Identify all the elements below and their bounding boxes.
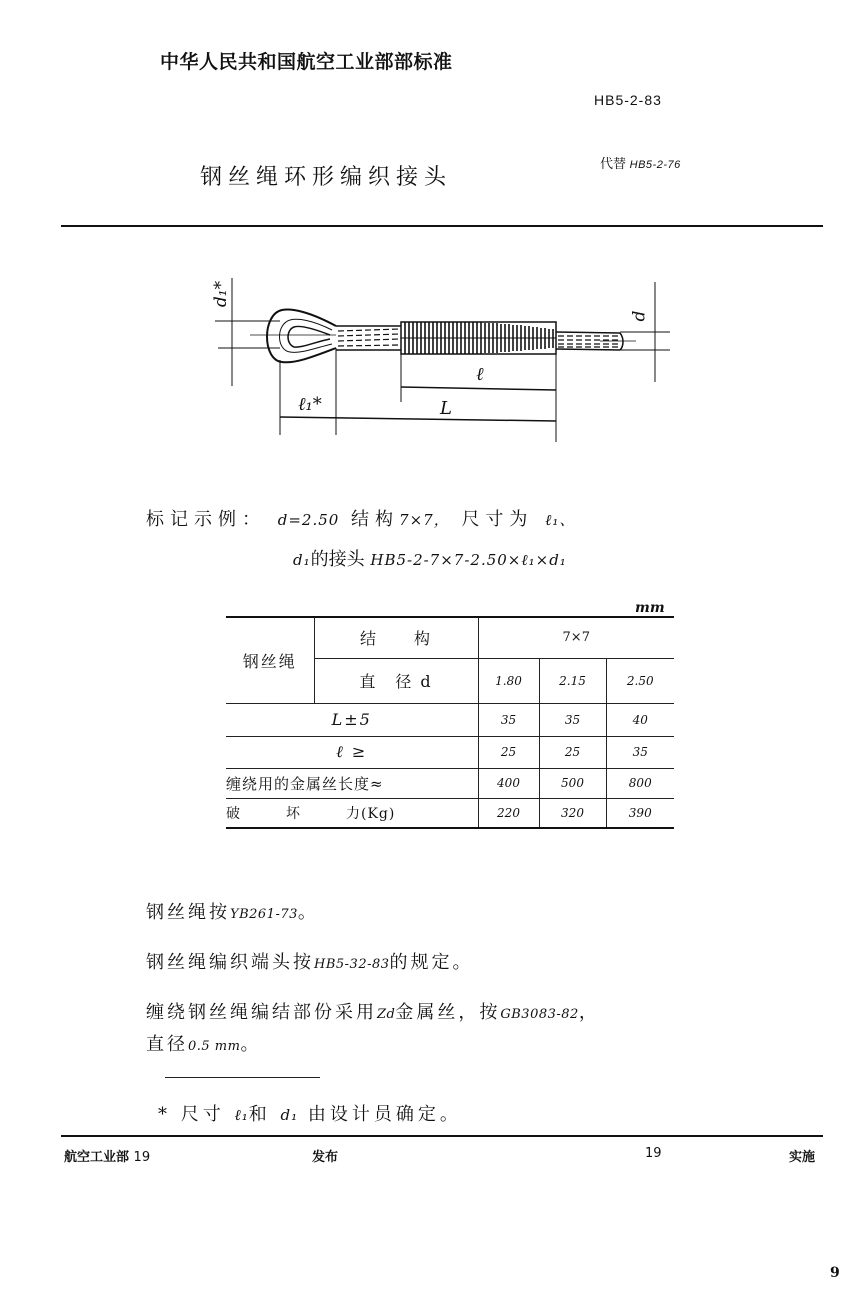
cell-value: 35	[539, 703, 606, 736]
cell-value: 390	[606, 798, 674, 828]
note-code: HB5-32-83	[314, 957, 390, 972]
cell-value: 500	[539, 768, 606, 798]
footer-published: 发布	[312, 1150, 339, 1165]
diameter-label: 直 径 d	[314, 658, 478, 703]
footnote-var: ℓ₁	[234, 1106, 249, 1124]
footer-effective-year: 19	[645, 1146, 662, 1161]
replaces-note	[600, 153, 681, 172]
diameter-value: 1.80	[478, 658, 539, 703]
row-label: 破 坏 力(Kg)	[226, 798, 478, 828]
note-text: 缠绕钢丝绳编结部份采用	[146, 1002, 377, 1023]
cell-value: 320	[539, 798, 606, 828]
marking-joint-text: 的接头	[310, 549, 365, 570]
cell-value: 800	[606, 768, 674, 798]
structure-value: 7×7	[478, 617, 674, 658]
standard-organization: 中华人民共和国航空工业部部标准	[160, 51, 453, 73]
note-tail: 。	[297, 902, 319, 923]
footnote-text: 由设计员确定。	[307, 1104, 462, 1125]
structure-label: 结 构	[314, 617, 478, 658]
note-1	[146, 898, 319, 924]
note-text: 直径	[146, 1034, 188, 1055]
note-code: Zd	[377, 1007, 396, 1022]
issuer-name: 航空工业部	[64, 1150, 130, 1165]
note-tail: 。	[240, 1034, 262, 1055]
dim-label-d1: d₁*	[211, 280, 232, 308]
unit-label: mm	[635, 600, 665, 616]
header-rule	[61, 225, 823, 227]
footnote-text: 和	[248, 1104, 271, 1125]
note-tail: ，	[578, 1002, 600, 1023]
cell-value: 35	[606, 736, 674, 768]
footnote	[158, 1100, 462, 1126]
splice-drawing	[200, 270, 680, 450]
footer-issuer	[64, 1146, 150, 1165]
diameter-value: 2.15	[539, 658, 606, 703]
row-label: L±5	[226, 703, 478, 736]
marking-label: 标记示例：	[146, 509, 266, 530]
marking-diameter: d=2.50	[277, 511, 340, 529]
cell-value: 40	[606, 703, 674, 736]
cell-value: 25	[478, 736, 539, 768]
marking-example-line-1	[146, 505, 575, 531]
table-row	[226, 703, 674, 736]
dim-label-l1: ℓ₁*	[298, 394, 322, 415]
cell-value: 25	[539, 736, 606, 768]
note-code: GB3083-82	[500, 1007, 579, 1022]
standard-code: HB5-2-83	[594, 92, 662, 108]
marking-size-value: ℓ₁、	[545, 511, 576, 529]
dim-label-d: d	[629, 310, 650, 322]
dim-label-l: ℓ	[476, 364, 484, 385]
cell-value: 400	[478, 768, 539, 798]
footnote-var: d₁	[280, 1106, 299, 1124]
note-4	[146, 1030, 261, 1056]
document-title: 钢丝绳环形编织接头	[200, 165, 453, 190]
footer-rule	[61, 1135, 823, 1137]
issuer-year: 19	[133, 1150, 151, 1165]
footer-effective: 实施	[789, 1150, 816, 1165]
marking-struct-value: 7×7，	[399, 511, 450, 529]
dim-label-L: L	[440, 398, 452, 419]
note-code: 0.5 mm	[188, 1039, 241, 1054]
spec-table	[226, 616, 674, 829]
note-text: 钢丝绳按	[146, 902, 230, 923]
table-row	[226, 798, 674, 828]
row-label: 缠绕用的金属丝长度≈	[226, 768, 478, 798]
footnote-text: 尺寸	[180, 1104, 225, 1125]
marking-size-label: 尺寸为	[461, 509, 534, 530]
note-3	[146, 998, 600, 1024]
marking-d1: d₁	[293, 551, 311, 569]
cell-value: 35	[478, 703, 539, 736]
page-number: 9	[830, 1265, 840, 1281]
footnote-rule	[165, 1077, 320, 1078]
note-code: YB261-73	[230, 907, 298, 922]
rope-group-label: 钢丝绳	[226, 617, 314, 703]
note-tail: 的规定。	[389, 952, 474, 973]
cell-value: 220	[478, 798, 539, 828]
marking-struct-label: 结构	[351, 509, 400, 530]
replaces-label: 代替	[600, 156, 627, 171]
footnote-star: *	[158, 1104, 171, 1125]
diameter-value: 2.50	[606, 658, 674, 703]
marking-example-line-2	[293, 545, 567, 571]
note-2	[146, 948, 474, 974]
replaces-code: HB5-2-76	[629, 159, 681, 171]
row-label: ℓ ≥	[226, 736, 478, 768]
marking-code: HB5-2-7×7-2.50×ℓ₁×d₁	[370, 551, 567, 569]
table-row	[226, 768, 674, 798]
note-tail: 金属丝，按	[395, 1002, 501, 1023]
note-text: 钢丝绳编织端头按	[146, 952, 314, 973]
table-row	[226, 736, 674, 768]
